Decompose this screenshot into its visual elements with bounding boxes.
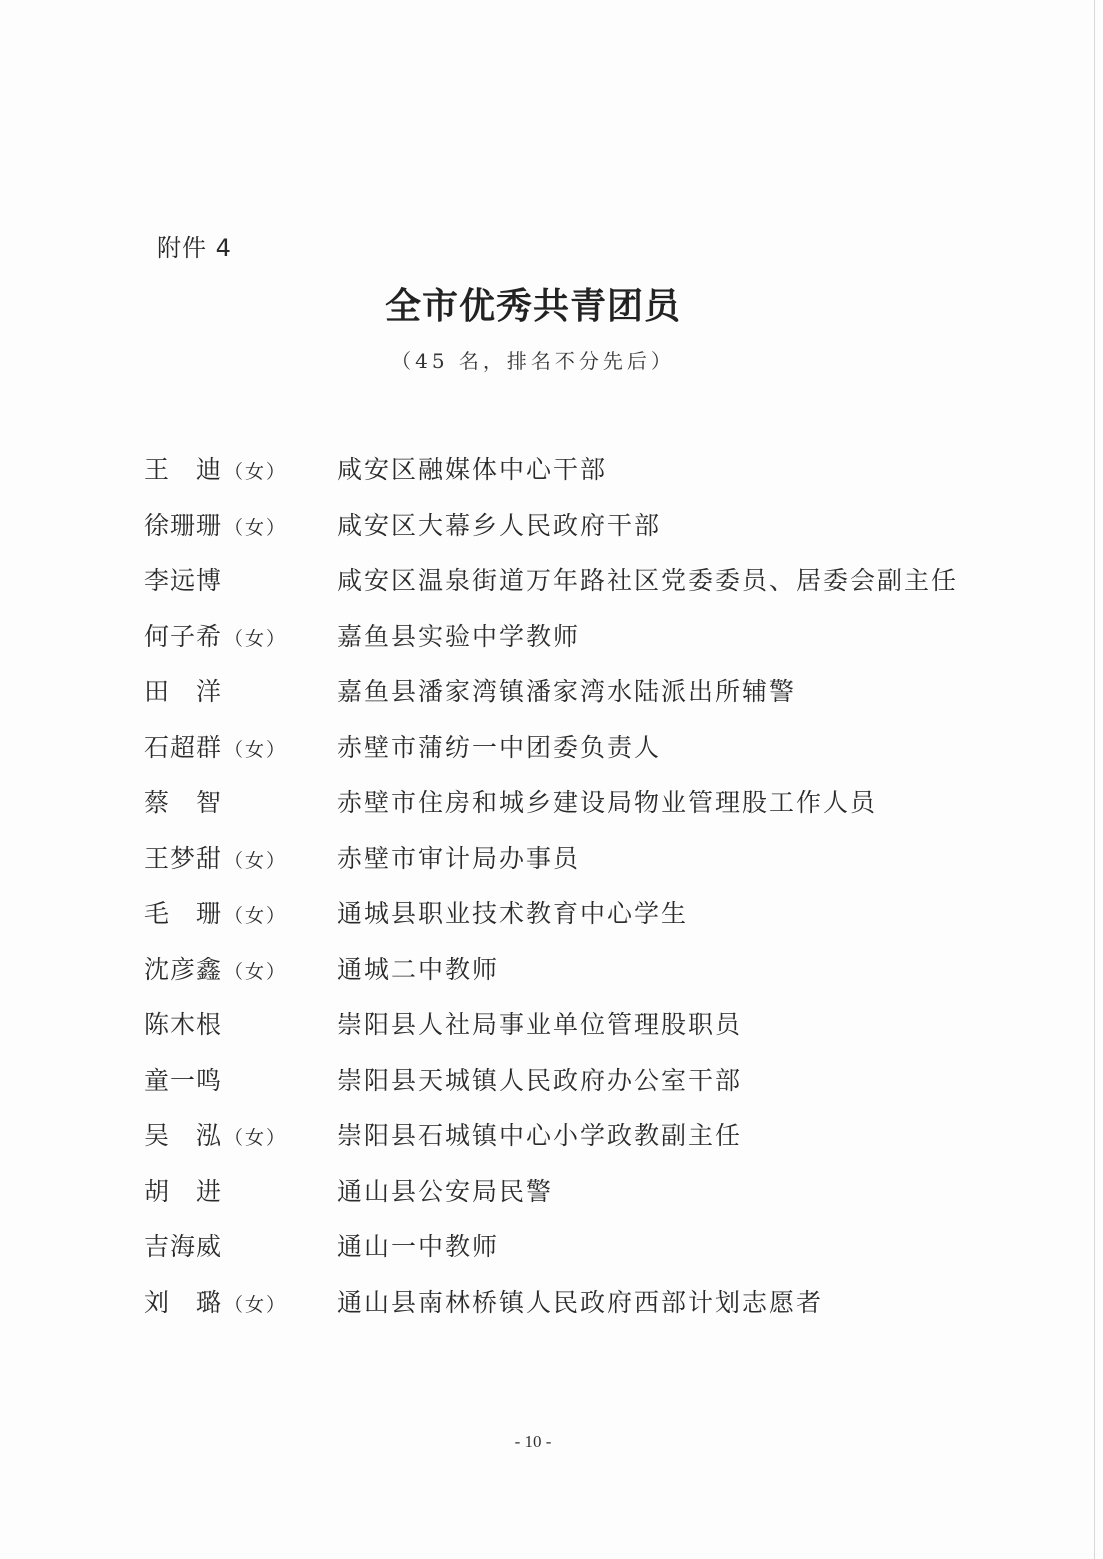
member-description: 赤壁市蒲纺一中团委负责人 [337, 732, 662, 762]
member-name: 沈彦鑫 [144, 954, 223, 984]
member-name-cell [144, 506, 294, 548]
page-title: 全市优秀共青团员 [384, 285, 681, 327]
member-description: 咸安区大幕乡人民政府干部 [337, 510, 662, 540]
member-name: 胡 进 [144, 1176, 223, 1206]
member-description: 嘉鱼县实验中学教师 [337, 621, 581, 651]
member-gender: （女） [224, 960, 288, 983]
member-description: 通山县南林桥镇人民政府西部计划志愿者 [337, 1287, 824, 1317]
member-name-cell [144, 1227, 294, 1269]
member-name-cell [144, 450, 294, 492]
member-description: 咸安区融媒体中心干部 [337, 455, 608, 484]
member-description: 通山一中教师 [337, 1232, 500, 1261]
member-name: 王梦甜 [144, 843, 223, 873]
member-description: 赤壁市审计局办事员 [337, 843, 581, 873]
member-name: 田 洋 [144, 677, 223, 706]
member-name: 蔡 智 [144, 788, 223, 817]
member-row [144, 1172, 1004, 1228]
member-row [144, 728, 1004, 784]
member-name-cell [144, 839, 294, 881]
member-name: 李远博 [144, 566, 223, 595]
member-row [144, 950, 1004, 1006]
member-row [144, 1116, 1004, 1172]
member-row [144, 506, 1004, 562]
member-name: 王 迪 [144, 455, 223, 484]
member-row [144, 783, 1004, 839]
member-name-cell [144, 894, 294, 936]
member-description: 通城县职业技术教育中心学生 [337, 899, 689, 928]
member-gender: （女） [224, 1293, 288, 1316]
member-list [144, 450, 1004, 1338]
member-description: 赤壁市住房和城乡建设局物业管理股工作人员 [337, 788, 878, 817]
member-name-cell [144, 783, 294, 825]
member-description: 崇阳县天城镇人民政府办公室干部 [337, 1065, 743, 1095]
member-name-cell [144, 561, 294, 603]
member-name-cell [144, 672, 294, 714]
member-name-cell [144, 1005, 294, 1047]
member-description: 通城二中教师 [337, 954, 500, 984]
member-description: 崇阳县人社局事业单位管理股职员 [337, 1010, 743, 1039]
member-name: 童一鸣 [144, 1065, 223, 1095]
member-description: 崇阳县石城镇中心小学政教副主任 [337, 1121, 743, 1150]
member-row [144, 894, 1004, 950]
member-row [144, 1227, 1004, 1283]
member-name: 毛 珊 [144, 899, 223, 928]
member-row [144, 1005, 1004, 1061]
member-name: 徐珊珊 [144, 510, 223, 540]
member-gender: （女） [224, 461, 288, 483]
member-description: 嘉鱼县潘家湾镇潘家湾水陆派出所辅警 [337, 677, 797, 706]
member-name: 何子希 [144, 621, 223, 651]
member-name: 刘 璐 [144, 1287, 223, 1317]
member-name-cell [144, 617, 294, 659]
page-edge-line [1094, 0, 1095, 1559]
member-row [144, 839, 1004, 895]
member-row [144, 1061, 1004, 1117]
member-name-cell [144, 950, 294, 992]
member-description: 通山县公安局民警 [337, 1176, 554, 1206]
member-row [144, 617, 1004, 673]
member-name: 吴 泓 [144, 1121, 223, 1150]
attachment-label: 附件 4 [157, 234, 232, 262]
member-row [144, 1283, 1004, 1339]
member-gender: （女） [224, 1127, 288, 1149]
member-gender: （女） [224, 905, 288, 927]
member-description: 咸安区温泉街道万年路社区党委委员、居委会副主任 [337, 566, 959, 595]
member-row [144, 450, 1004, 506]
member-row [144, 561, 1004, 617]
page-number: - 10 - [514, 1432, 552, 1451]
member-gender: （女） [224, 849, 288, 872]
member-name: 石超群 [144, 732, 223, 762]
member-name-cell [144, 1172, 294, 1214]
member-name-cell [144, 1116, 294, 1158]
page-subtitle: （45 名，排名不分先后） [391, 349, 675, 373]
member-gender: （女） [224, 627, 288, 650]
member-gender: （女） [224, 738, 288, 761]
member-gender: （女） [224, 516, 288, 539]
member-name-cell [144, 728, 294, 770]
member-name: 陈木根 [144, 1010, 223, 1039]
member-name-cell [144, 1283, 294, 1325]
member-name: 吉海威 [144, 1232, 223, 1261]
member-name-cell [144, 1061, 294, 1103]
member-row [144, 672, 1004, 728]
